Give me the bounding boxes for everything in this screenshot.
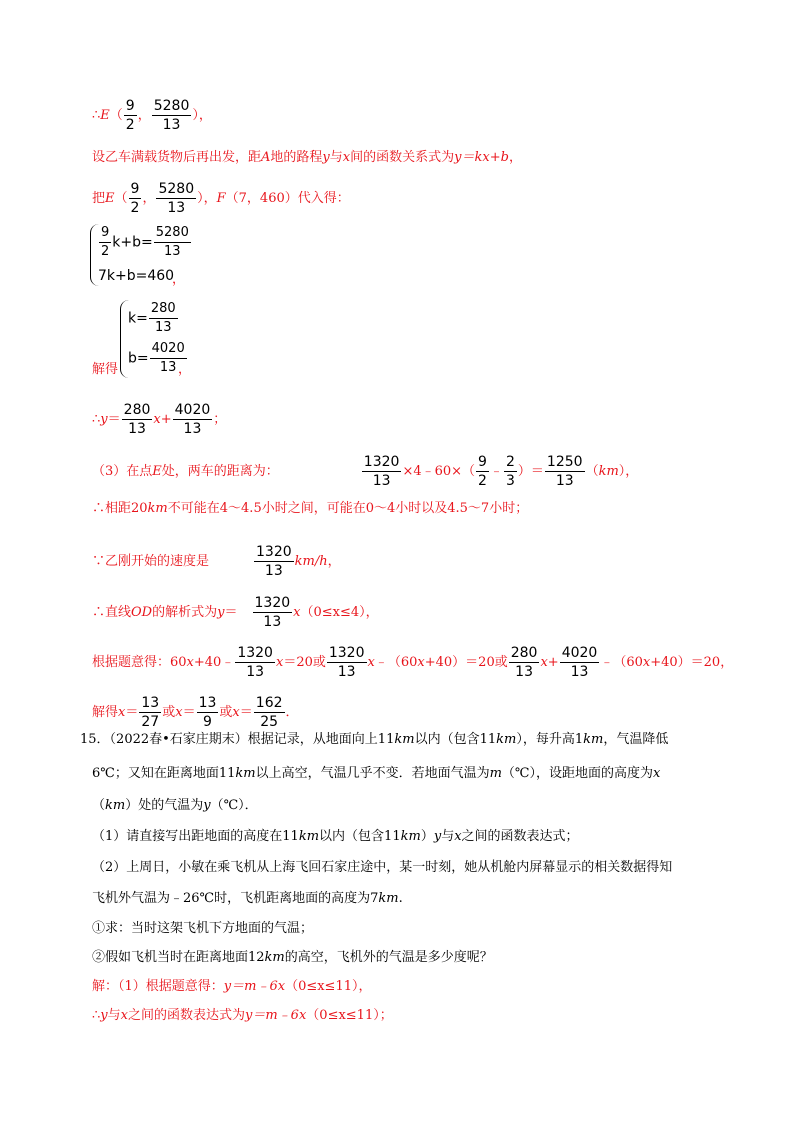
numerator: 1320: [328, 645, 365, 661]
variable: x: [454, 829, 462, 844]
text: （0≤x≤4），: [300, 605, 379, 620]
variable: x: [186, 655, 194, 670]
variable: m: [489, 766, 502, 781]
text: 设乙车满载货物后再出发，距: [92, 150, 262, 165]
variable: y: [217, 605, 225, 620]
denominator: 13: [164, 244, 181, 259]
question-15-part-1: [92, 829, 579, 845]
denominator: 3: [505, 473, 515, 489]
comma: [178, 362, 191, 378]
unit: km: [394, 732, 415, 747]
therefore-symbol: ∴: [92, 412, 101, 427]
text: 根据题意得：60: [92, 655, 187, 670]
denominator: 2: [478, 473, 487, 489]
denominator: 13: [570, 664, 589, 680]
denominator: 13: [337, 664, 356, 680]
fraction: [149, 300, 178, 337]
text: （: [585, 464, 599, 479]
unit: km: [147, 501, 168, 516]
fraction: [154, 224, 191, 261]
text: ﹣: [489, 464, 503, 479]
text: 解得: [92, 705, 119, 720]
unit: km: [264, 950, 285, 965]
unit: km: [235, 766, 256, 781]
text: （7，460）代入得：: [225, 191, 350, 206]
variable: x: [120, 1008, 128, 1023]
system-row: [98, 224, 192, 261]
solution-line-function: [92, 401, 226, 438]
fraction: [545, 453, 585, 490]
text: ∴相距20: [92, 501, 148, 516]
paren: ），: [192, 108, 212, 123]
text: 6℃；又知在距离地面11: [92, 766, 236, 781]
numerator: 1320: [254, 595, 291, 611]
denominator: 13: [264, 563, 283, 579]
numerator: 162: [255, 695, 283, 711]
fraction: [476, 453, 489, 490]
unit: km: [496, 732, 517, 747]
fraction: [235, 644, 275, 681]
text: ；: [213, 412, 227, 427]
variable: x: [118, 705, 126, 720]
numerator: 13: [141, 695, 160, 711]
point-label: E: [152, 464, 162, 479]
point-label: E: [100, 108, 110, 123]
denominator: 13: [246, 664, 265, 680]
question-15-part-2: [92, 860, 672, 876]
solution-line-conclusion: [92, 501, 528, 517]
text: 以内（包含11: [414, 732, 497, 747]
variable: x: [417, 655, 425, 670]
unit: km: [378, 891, 399, 906]
system-row: [128, 300, 179, 337]
text: 与: [329, 150, 343, 165]
denominator: 9: [203, 714, 212, 730]
text: 把: [92, 191, 106, 206]
text: （℃）．: [210, 798, 258, 813]
fraction: [504, 453, 517, 490]
fraction: [509, 644, 540, 681]
question-15-part-2-cont: [92, 891, 403, 907]
system-row: [98, 268, 174, 284]
variable: x: [342, 150, 351, 165]
question-15-line-2: [92, 766, 660, 782]
variable: x+: [540, 655, 559, 670]
denominator: 13: [372, 473, 391, 489]
comma: ，: [142, 191, 156, 206]
text: ）处的气温为: [125, 798, 204, 813]
text: +40﹣: [193, 655, 235, 670]
text: 7k+b=460: [98, 268, 175, 284]
question-15-sub-2: [92, 950, 493, 966]
variable: y: [100, 1008, 108, 1023]
text: 解：（1）根据题意得：: [92, 979, 224, 994]
numerator: 9: [478, 454, 487, 470]
numerator: 9: [130, 181, 140, 197]
text: 不可能在4～4.5小时之间，可能在0～4小时以及4.5～7小时；: [167, 501, 529, 516]
fraction: [254, 694, 285, 731]
text: 间的函数关系式为: [350, 150, 455, 165]
text: （0≤x≤11），: [285, 979, 372, 994]
denominator: 25: [260, 714, 279, 730]
fraction: [327, 644, 367, 681]
denominator: 13: [263, 614, 282, 630]
text: （℃），设距地面的高度为: [501, 766, 653, 781]
fraction: [139, 694, 161, 731]
paren: ），: [197, 191, 217, 206]
fraction: [560, 644, 600, 681]
text: ），: [618, 464, 639, 479]
numerator: 9: [125, 98, 135, 114]
text: ），每升高1: [516, 732, 584, 747]
text: （: [92, 798, 106, 813]
variable: x: [642, 655, 651, 670]
unit: km/h: [294, 554, 328, 569]
unit: km: [298, 829, 320, 844]
variable: x: [275, 655, 284, 670]
fraction: [152, 97, 192, 134]
text: ﹣（60: [374, 655, 418, 670]
text: ）＝: [517, 464, 544, 479]
text: k+b=: [112, 234, 153, 251]
text: 与: [441, 829, 455, 844]
numerator: 1320: [256, 544, 292, 560]
denominator: 2: [125, 117, 135, 133]
fraction: [362, 453, 402, 490]
numerator: 4020: [174, 402, 211, 418]
solution-line-answers: [92, 694, 299, 731]
variable: x: [175, 705, 183, 720]
text: ＝20或: [283, 655, 326, 670]
numerator: 9: [99, 224, 111, 243]
text: ②假如飞机当时在距离地面12: [92, 950, 265, 965]
text: 的高空，飞机外的气温是多少度呢？: [284, 950, 493, 965]
denominator: 13: [159, 360, 177, 375]
numerator: 280: [149, 300, 178, 319]
text: +40）＝20，: [650, 655, 734, 670]
text: .: [398, 891, 403, 906]
numerator: 5280: [158, 181, 195, 197]
fraction: [253, 594, 293, 631]
text: ＝: [239, 705, 253, 720]
variable: y: [203, 798, 211, 813]
numerator: 1250: [546, 454, 583, 470]
numerator: 280: [123, 402, 151, 418]
text: 解得: [92, 362, 119, 377]
text: （0≤x≤11）；: [306, 1008, 393, 1023]
denominator: 13: [128, 421, 146, 437]
text: ，气温降低: [603, 732, 669, 747]
equation: y＝m﹣6x: [223, 979, 286, 994]
variable: x: [652, 766, 661, 781]
text: 之间的函数表达式为: [128, 1008, 246, 1023]
variable: y: [433, 829, 442, 844]
point-label: F: [216, 191, 226, 206]
denominator: 27: [141, 714, 160, 730]
therefore-symbol: ∴: [92, 108, 101, 123]
solve-label: [92, 362, 118, 378]
variable: x+: [153, 412, 172, 427]
denominator: 13: [515, 664, 533, 680]
question-15-line-3: [92, 798, 258, 814]
unit: km: [583, 732, 604, 747]
text: （1）请直接写出距地面的高度在11: [92, 829, 299, 844]
numerator: 4020: [561, 645, 598, 661]
solution-line-equations: [92, 644, 733, 681]
denominator: 13: [162, 117, 181, 133]
solution-line-substitute: [92, 180, 350, 217]
text: 之间的函数表达式；: [461, 829, 579, 844]
text: 或: [162, 705, 176, 720]
paren: （: [114, 191, 128, 206]
paren: （: [109, 108, 123, 123]
variable: y: [322, 150, 330, 165]
fraction: [173, 401, 213, 438]
fraction: [129, 180, 142, 217]
numerator: 2: [505, 454, 515, 470]
text: 或: [219, 705, 233, 720]
variable: x: [232, 705, 240, 720]
text: k=: [128, 310, 148, 327]
equation: y＝kx+b: [454, 150, 509, 165]
text: ，: [508, 150, 522, 165]
therefore-symbol: ∴: [92, 1008, 101, 1023]
comma: ，: [137, 108, 151, 123]
solution-line-od: [92, 594, 379, 631]
solution-line-speed: [92, 543, 341, 580]
fraction: [156, 180, 196, 217]
text: 以内（包含11: [319, 829, 401, 844]
point-label: A: [261, 150, 271, 165]
answer-15-line-2: [92, 1008, 393, 1024]
text: +40）＝20或: [424, 655, 508, 670]
text: 处，两车的距离为：: [161, 464, 279, 479]
text: ，: [178, 362, 192, 377]
fraction: [124, 97, 137, 134]
denominator: 2: [101, 244, 110, 259]
text: ）: [420, 829, 434, 844]
text: ，: [327, 554, 341, 569]
text: ．: [285, 705, 299, 720]
text: （2）上周日，小敏在乘飞机从上海飞回石家庄途中，某一时刻，她从机舱内屏幕显示的相关数据得知: [92, 860, 673, 875]
therefore-symbol: ∴直线: [92, 605, 132, 620]
point-label: E: [105, 191, 115, 206]
solution-line-distance: [92, 453, 638, 490]
numerator: 5280: [153, 98, 190, 114]
text: 地的路程: [270, 150, 323, 165]
text: b=: [128, 350, 149, 367]
comma: [172, 272, 185, 288]
denominator: 13: [183, 421, 202, 437]
denominator: 13: [154, 320, 172, 335]
text: ＝: [224, 605, 238, 620]
text: ﹣（60: [600, 655, 643, 670]
line-label: OD: [131, 605, 153, 620]
variable: x: [293, 605, 301, 620]
text: ＝: [107, 412, 121, 427]
answer-15-line-1: [92, 979, 372, 995]
unit: km: [105, 798, 126, 813]
text: ＝: [182, 705, 196, 720]
text: 以上高空，气温几乎不变．若地面气温为: [255, 766, 490, 781]
unit: km: [400, 829, 421, 844]
fraction: [99, 224, 111, 261]
question-15-line-1: [80, 732, 668, 748]
variable: y: [100, 412, 108, 427]
text: ∵乙刚开始的速度是: [92, 554, 210, 569]
text: 与: [107, 1008, 121, 1023]
solution-line-e-point: [92, 97, 212, 134]
numerator: 5280: [154, 224, 191, 243]
equation: y＝m﹣6x: [245, 1008, 307, 1023]
numerator: 280: [510, 645, 538, 661]
numerator: 13: [198, 695, 217, 711]
fraction: [122, 401, 153, 438]
text: ，: [172, 272, 186, 287]
question-15-sub-1: [92, 921, 313, 937]
fraction: [254, 543, 294, 580]
solution-line-setup: [92, 150, 522, 166]
text: ×4﹣60×（: [402, 464, 476, 479]
denominator: 13: [167, 200, 186, 216]
text: （3）在点: [92, 464, 153, 479]
unit: km: [598, 464, 619, 479]
text: 的解析式为: [152, 605, 218, 620]
variable: x: [367, 655, 375, 670]
denominator: 2: [130, 200, 140, 216]
text: ＝: [125, 705, 139, 720]
numerator: 1320: [237, 645, 273, 661]
denominator: 13: [555, 473, 574, 489]
numerator: 1320: [363, 454, 400, 470]
text: 15．（2022春•石家庄期末）根据记录，从地面向上11: [80, 732, 395, 747]
text: 飞机外气温为﹣26℃时，飞机距离地面的高度为7: [92, 891, 379, 906]
text: ①求：当时这架飞机下方地面的气温；: [92, 921, 314, 936]
fraction: [197, 694, 219, 731]
numerator: 4020: [150, 340, 187, 359]
